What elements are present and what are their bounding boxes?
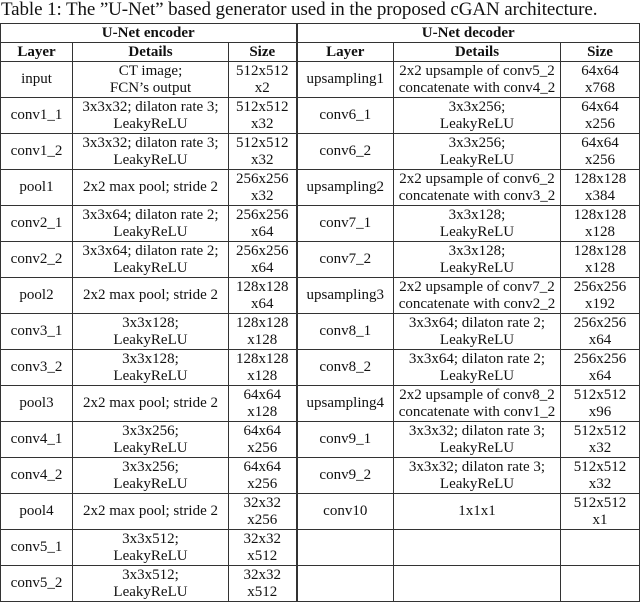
decoder-layer bbox=[297, 206, 394, 242]
decoder-details-line: 3x3x32; dilaton rate 3; bbox=[408, 458, 546, 475]
encoder-size-line: 256x256 bbox=[236, 242, 289, 259]
decoder-details-line: LeakyReLU bbox=[439, 367, 515, 384]
decoder-details-line: 3x3x32; dilaton rate 3; bbox=[408, 422, 546, 439]
table-row bbox=[1, 278, 640, 314]
encoder-size-line: x512 bbox=[247, 583, 278, 600]
encoder-size-line: 32x32 bbox=[243, 494, 281, 511]
decoder-size-line: x192 bbox=[585, 295, 615, 312]
encoder-details-line: 2x2 max pool; stride 2 bbox=[83, 179, 218, 195]
group-header-row bbox=[1, 24, 640, 43]
encoder-size-line: 512x512 bbox=[236, 134, 289, 151]
decoder-size-line: x64 bbox=[588, 331, 612, 348]
decoder-size-line: 128x128 bbox=[573, 242, 627, 259]
encoder-details-line: 3x3x512; bbox=[122, 566, 179, 583]
decoder-size bbox=[561, 134, 640, 170]
decoder-layer-line: conv8_1 bbox=[319, 323, 372, 339]
decoder-details bbox=[394, 530, 561, 566]
decoder-details bbox=[394, 170, 561, 206]
encoder-details bbox=[73, 242, 229, 278]
encoder-layer-line: conv4_2 bbox=[10, 467, 63, 483]
decoder-details-line: LeakyReLU bbox=[439, 259, 515, 276]
encoder-details bbox=[73, 422, 229, 458]
encoder-layer bbox=[1, 566, 73, 602]
decoder-details-line: 3x3x256; bbox=[448, 98, 506, 115]
decoder-details bbox=[394, 134, 561, 170]
encoder-size bbox=[229, 530, 297, 566]
encoder-details bbox=[73, 98, 229, 134]
encoder-size-line: 32x32 bbox=[243, 566, 281, 583]
decoder-size bbox=[561, 278, 640, 314]
decoder-size bbox=[561, 494, 640, 530]
decoder-size-line: x256 bbox=[585, 151, 615, 168]
col-layer: Layer bbox=[297, 43, 394, 62]
encoder-details bbox=[73, 170, 229, 206]
encoder-details bbox=[73, 62, 229, 98]
decoder-size-line: x128 bbox=[585, 259, 615, 276]
table-row bbox=[1, 242, 640, 278]
decoder-details bbox=[394, 278, 561, 314]
decoder-layer bbox=[297, 278, 394, 314]
decoder-size bbox=[561, 458, 640, 494]
encoder-details-line: 3x3x128; bbox=[122, 350, 179, 367]
encoder-details-line: LeakyReLU bbox=[113, 439, 188, 456]
decoder-details-line: LeakyReLU bbox=[439, 151, 515, 168]
col-details: Details bbox=[394, 43, 561, 62]
encoder-layer-line: conv1_2 bbox=[10, 143, 63, 159]
decoder-size-line: 512x512 bbox=[573, 422, 627, 439]
encoder-details bbox=[73, 134, 229, 170]
col-size: Size bbox=[561, 43, 640, 62]
encoder-size-line: x2 bbox=[254, 79, 270, 96]
decoder-details-line: 3x3x64; dilaton rate 2; bbox=[408, 350, 546, 367]
decoder-header: U-Net decoder bbox=[297, 24, 640, 43]
decoder-details-line: 3x3x256; bbox=[448, 134, 506, 151]
encoder-layer bbox=[1, 422, 73, 458]
encoder-details-line: 3x3x256; bbox=[122, 458, 179, 475]
encoder-details-line: LeakyReLU bbox=[113, 547, 188, 564]
decoder-layer bbox=[297, 314, 394, 350]
encoder-layer-line: conv3_1 bbox=[10, 323, 63, 339]
decoder-details bbox=[394, 206, 561, 242]
decoder-size-line: 512x512 bbox=[573, 458, 627, 475]
decoder-size bbox=[561, 98, 640, 134]
encoder-layer bbox=[1, 98, 73, 134]
decoder-size-line: 64x64 bbox=[581, 134, 619, 151]
col-details: Details bbox=[73, 43, 229, 62]
decoder-details bbox=[394, 98, 561, 134]
encoder-size-line: x64 bbox=[251, 295, 274, 312]
encoder-size-line: x512 bbox=[247, 547, 278, 564]
encoder-details-line: 3x3x256; bbox=[122, 422, 179, 439]
encoder-details-line: 2x2 max pool; stride 2 bbox=[83, 287, 218, 303]
decoder-details-line: 2x2 upsample of conv8_2 bbox=[399, 386, 555, 403]
decoder-layer bbox=[297, 350, 394, 386]
encoder-size bbox=[229, 314, 297, 350]
decoder-size bbox=[561, 206, 640, 242]
decoder-layer bbox=[297, 422, 394, 458]
decoder-details-line: 2x2 upsample of conv7_2 bbox=[399, 278, 555, 295]
table-row bbox=[1, 134, 640, 170]
decoder-layer bbox=[297, 494, 394, 530]
decoder-size-line: 512x512 bbox=[573, 386, 627, 403]
decoder-details-line: LeakyReLU bbox=[439, 475, 515, 492]
encoder-size bbox=[229, 350, 297, 386]
encoder-size-line: x128 bbox=[247, 331, 278, 348]
encoder-size bbox=[229, 242, 297, 278]
decoder-layer-line: conv9_1 bbox=[319, 431, 372, 447]
decoder-size-line: x256 bbox=[585, 115, 615, 132]
encoder-size bbox=[229, 422, 297, 458]
decoder-size-line: x1 bbox=[592, 511, 608, 528]
encoder-size-line: 128x128 bbox=[236, 314, 289, 331]
decoder-layer-line: conv10 bbox=[323, 503, 368, 519]
encoder-size-line: x128 bbox=[247, 367, 278, 384]
encoder-details bbox=[73, 278, 229, 314]
decoder-size-line: x384 bbox=[585, 187, 615, 204]
encoder-size bbox=[229, 494, 297, 530]
encoder-size-line: 512x512 bbox=[236, 98, 289, 115]
encoder-details-line: FCN’s output bbox=[109, 79, 192, 96]
encoder-details bbox=[73, 530, 229, 566]
encoder-layer bbox=[1, 206, 73, 242]
encoder-details-line: 3x3x32; dilaton rate 3; bbox=[82, 134, 219, 151]
encoder-details bbox=[73, 386, 229, 422]
encoder-size-line: x256 bbox=[247, 475, 278, 492]
encoder-details-line: LeakyReLU bbox=[113, 151, 188, 168]
decoder-details-line: LeakyReLU bbox=[439, 439, 515, 456]
encoder-layer bbox=[1, 314, 73, 350]
decoder-layer-line: upsampling4 bbox=[306, 395, 384, 411]
decoder-details-line: 3x3x64; dilaton rate 2; bbox=[408, 314, 546, 331]
encoder-size-line: x64 bbox=[251, 259, 274, 276]
encoder-size-line: 256x256 bbox=[236, 206, 289, 223]
encoder-size bbox=[229, 134, 297, 170]
table-row bbox=[1, 206, 640, 242]
decoder-details bbox=[394, 242, 561, 278]
decoder-size-line: 256x256 bbox=[573, 278, 627, 295]
encoder-details bbox=[73, 350, 229, 386]
encoder-details-line: LeakyReLU bbox=[113, 367, 188, 384]
decoder-details bbox=[394, 314, 561, 350]
decoder-details-line: 3x3x128; bbox=[448, 206, 506, 223]
encoder-size-line: 64x64 bbox=[243, 386, 281, 403]
encoder-layer-line: conv5_1 bbox=[10, 539, 63, 555]
decoder-layer bbox=[297, 566, 394, 602]
encoder-size-line: x128 bbox=[247, 403, 278, 420]
decoder-details-line: 2x2 upsample of conv6_2 bbox=[399, 170, 555, 187]
encoder-size-line: 64x64 bbox=[243, 458, 281, 475]
decoder-layer-line: conv6_2 bbox=[319, 143, 372, 159]
encoder-details-line: LeakyReLU bbox=[113, 259, 188, 276]
decoder-size-line: 64x64 bbox=[581, 98, 619, 115]
encoder-details-line: 3x3x64; dilaton rate 2; bbox=[82, 206, 219, 223]
decoder-size bbox=[561, 62, 640, 98]
decoder-size-line: x32 bbox=[588, 475, 612, 492]
decoder-size-line: x96 bbox=[588, 403, 612, 420]
table-row bbox=[1, 170, 640, 206]
encoder-layer-line: conv1_1 bbox=[10, 107, 63, 123]
decoder-details bbox=[394, 458, 561, 494]
col-layer: Layer bbox=[1, 43, 73, 62]
decoder-layer bbox=[297, 242, 394, 278]
encoder-details-line: 3x3x128; bbox=[122, 314, 179, 331]
encoder-layer bbox=[1, 494, 73, 530]
encoder-details-line: 3x3x32; dilaton rate 3; bbox=[82, 98, 219, 115]
decoder-layer bbox=[297, 134, 394, 170]
encoder-details-line: LeakyReLU bbox=[113, 475, 188, 492]
encoder-size bbox=[229, 206, 297, 242]
table-row bbox=[1, 62, 640, 98]
encoder-details-line: LeakyReLU bbox=[113, 115, 188, 132]
decoder-size bbox=[561, 386, 640, 422]
decoder-size-line: 256x256 bbox=[573, 314, 627, 331]
encoder-layer bbox=[1, 350, 73, 386]
table-row bbox=[1, 314, 640, 350]
encoder-layer-line: conv4_1 bbox=[10, 431, 63, 447]
decoder-size-line: 128x128 bbox=[573, 206, 627, 223]
encoder-size-line: 32x32 bbox=[243, 530, 281, 547]
encoder-layer bbox=[1, 170, 73, 206]
decoder-details-line: 2x2 upsample of conv5_2 bbox=[399, 62, 555, 79]
encoder-layer bbox=[1, 62, 73, 98]
encoder-layer bbox=[1, 242, 73, 278]
encoder-layer bbox=[1, 134, 73, 170]
encoder-details-line: 3x3x64; dilaton rate 2; bbox=[82, 242, 219, 259]
encoder-size bbox=[229, 170, 297, 206]
encoder-size-line: 512x512 bbox=[236, 62, 289, 79]
encoder-size bbox=[229, 386, 297, 422]
encoder-layer-line: conv2_2 bbox=[10, 251, 63, 267]
encoder-layer-line: pool4 bbox=[19, 503, 54, 519]
decoder-layer-line: upsampling3 bbox=[306, 287, 384, 303]
decoder-details-line: LeakyReLU bbox=[439, 331, 515, 348]
encoder-layer-line: pool1 bbox=[19, 179, 54, 195]
encoder-size-line: 128x128 bbox=[236, 278, 289, 295]
decoder-size-line: 128x128 bbox=[573, 170, 627, 187]
encoder-details bbox=[73, 206, 229, 242]
decoder-details-line: concatenate with conv1_2 bbox=[398, 403, 556, 420]
decoder-size bbox=[561, 566, 640, 602]
decoder-size bbox=[561, 530, 640, 566]
encoder-layer bbox=[1, 278, 73, 314]
decoder-size-line: 64x64 bbox=[581, 62, 619, 79]
decoder-size bbox=[561, 422, 640, 458]
decoder-details-line: concatenate with conv3_2 bbox=[398, 187, 556, 204]
encoder-size-line: 64x64 bbox=[243, 422, 281, 439]
encoder-header: U-Net encoder bbox=[1, 24, 297, 43]
encoder-layer-line: conv2_1 bbox=[10, 215, 63, 231]
encoder-details-line: 2x2 max pool; stride 2 bbox=[83, 395, 218, 411]
decoder-size-line: x64 bbox=[588, 367, 612, 384]
decoder-size-line: 256x256 bbox=[573, 350, 627, 367]
encoder-layer bbox=[1, 458, 73, 494]
table-row bbox=[1, 458, 640, 494]
unet-generator-table bbox=[0, 23, 640, 602]
decoder-details bbox=[394, 566, 561, 602]
decoder-layer-line: upsampling1 bbox=[306, 71, 384, 87]
encoder-size-line: x32 bbox=[251, 187, 274, 204]
decoder-details bbox=[394, 62, 561, 98]
decoder-size-line: x32 bbox=[588, 439, 612, 456]
decoder-details-line: concatenate with conv4_2 bbox=[398, 79, 556, 96]
decoder-size-line: x128 bbox=[585, 223, 615, 240]
col-size: Size bbox=[229, 43, 297, 62]
encoder-size-line: x32 bbox=[251, 151, 274, 168]
table-row bbox=[1, 422, 640, 458]
decoder-layer-line: upsampling2 bbox=[306, 179, 384, 195]
encoder-size bbox=[229, 278, 297, 314]
decoder-details bbox=[394, 350, 561, 386]
decoder-size-line: 512x512 bbox=[573, 494, 627, 511]
encoder-layer-line: conv5_2 bbox=[10, 575, 63, 591]
table-row bbox=[1, 350, 640, 386]
decoder-details-line: LeakyReLU bbox=[439, 223, 515, 240]
encoder-size-line: 128x128 bbox=[236, 350, 289, 367]
encoder-details bbox=[73, 566, 229, 602]
decoder-details-line: LeakyReLU bbox=[439, 115, 515, 132]
decoder-details bbox=[394, 422, 561, 458]
decoder-layer-line: conv9_2 bbox=[319, 467, 372, 483]
encoder-size-line: x256 bbox=[247, 439, 278, 456]
encoder-layer-line: input bbox=[21, 71, 52, 87]
table-row bbox=[1, 386, 640, 422]
decoder-details-line: 3x3x128; bbox=[448, 242, 506, 259]
decoder-size bbox=[561, 170, 640, 206]
decoder-details bbox=[394, 494, 561, 530]
decoder-details bbox=[394, 386, 561, 422]
decoder-size bbox=[561, 350, 640, 386]
encoder-size bbox=[229, 98, 297, 134]
encoder-details bbox=[73, 458, 229, 494]
decoder-layer bbox=[297, 62, 394, 98]
column-header-row bbox=[1, 43, 640, 62]
encoder-size bbox=[229, 566, 297, 602]
decoder-layer bbox=[297, 98, 394, 134]
decoder-layer bbox=[297, 386, 394, 422]
encoder-size bbox=[229, 458, 297, 494]
table-row bbox=[1, 566, 640, 602]
encoder-details-line: CT image; bbox=[118, 62, 183, 79]
encoder-layer-line: pool3 bbox=[19, 395, 54, 411]
table-row bbox=[1, 530, 640, 566]
encoder-layer bbox=[1, 530, 73, 566]
decoder-layer-line: conv7_2 bbox=[319, 251, 372, 267]
decoder-size-line: x768 bbox=[585, 79, 615, 96]
encoder-details-line: LeakyReLU bbox=[113, 331, 188, 348]
encoder-size-line: 256x256 bbox=[236, 170, 289, 187]
encoder-size-line: x64 bbox=[251, 223, 274, 240]
encoder-details-line: LeakyReLU bbox=[113, 223, 188, 240]
encoder-layer-line: conv3_2 bbox=[10, 359, 63, 375]
encoder-details bbox=[73, 494, 229, 530]
decoder-size bbox=[561, 314, 640, 350]
table-row bbox=[1, 98, 640, 134]
table-caption: Table 1: The ”U-Net” based generator used in the proposed cGAN architecture. bbox=[1, 0, 598, 20]
encoder-layer-line: pool2 bbox=[19, 287, 54, 303]
decoder-layer bbox=[297, 170, 394, 206]
table-row bbox=[1, 494, 640, 530]
decoder-layer-line: conv8_2 bbox=[319, 359, 372, 375]
decoder-layer-line: conv6_1 bbox=[319, 107, 372, 123]
decoder-layer bbox=[297, 530, 394, 566]
encoder-details-line: 2x2 max pool; stride 2 bbox=[83, 503, 218, 519]
encoder-size bbox=[229, 62, 297, 98]
encoder-layer bbox=[1, 386, 73, 422]
decoder-size bbox=[561, 242, 640, 278]
encoder-details-line: 3x3x512; bbox=[122, 530, 179, 547]
encoder-size-line: x32 bbox=[251, 115, 274, 132]
encoder-details-line: LeakyReLU bbox=[113, 583, 188, 600]
decoder-layer-line: conv7_1 bbox=[319, 215, 372, 231]
encoder-size-line: x256 bbox=[247, 511, 278, 528]
decoder-details-line: 1x1x1 bbox=[458, 503, 496, 519]
encoder-details bbox=[73, 314, 229, 350]
decoder-details-line: concatenate with conv2_2 bbox=[398, 295, 556, 312]
decoder-layer bbox=[297, 458, 394, 494]
